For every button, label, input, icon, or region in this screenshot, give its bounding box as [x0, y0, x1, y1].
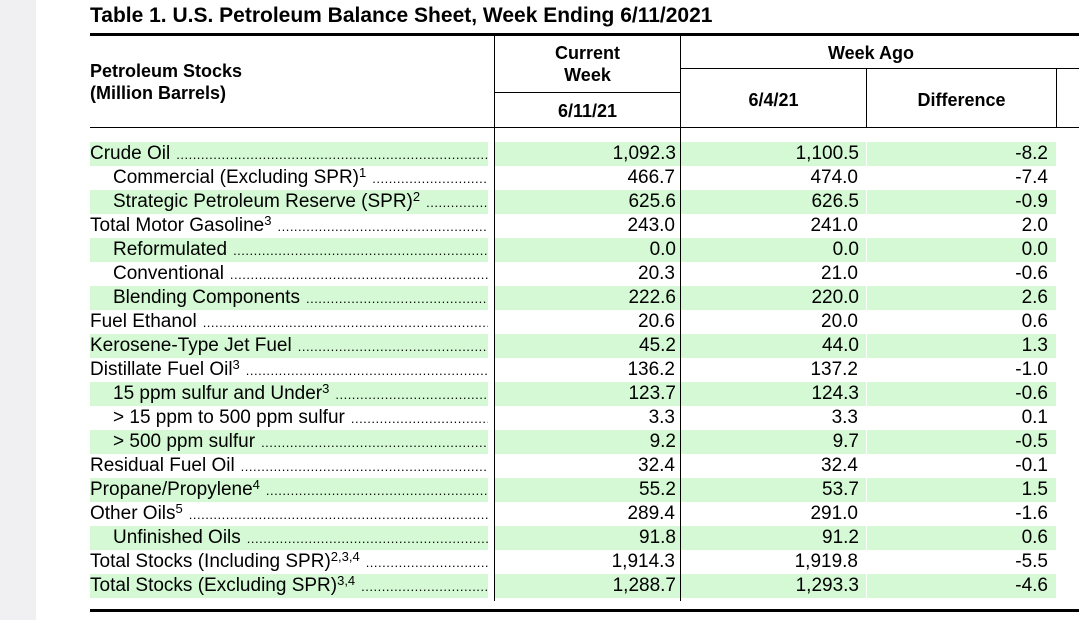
difference-value: -4.6 [867, 574, 1056, 598]
table-row [90, 262, 1079, 286]
row-label-cell [90, 166, 494, 190]
row-label-cell [90, 238, 488, 262]
row-label-cell [90, 382, 488, 406]
row-label-cell [90, 142, 488, 166]
current-week-value: 466.7 [627, 167, 675, 188]
row-label: Commercial (Excluding SPR) [113, 167, 360, 188]
difference-value: 0.0 [867, 238, 1056, 262]
footnote-ref: 1 [359, 166, 367, 180]
dot-leader [372, 166, 488, 190]
table-row [90, 358, 1079, 382]
difference-value: 0.6 [1021, 311, 1048, 332]
dot-leader [277, 214, 488, 238]
row-label: Other Oils [90, 503, 176, 524]
current-week-value: 55.2 [495, 478, 680, 502]
table-row [90, 238, 1079, 262]
footnote-ref: 3 [322, 382, 330, 396]
week-ago-value: 474.0 [810, 167, 858, 188]
table-row [90, 214, 1079, 238]
current-week-value: 91.8 [495, 526, 680, 550]
dot-leader [306, 286, 488, 310]
difference-value: -5.5 [1015, 551, 1048, 572]
table-row [90, 574, 1079, 598]
week-ago-value: 137.2 [810, 359, 858, 380]
week-ago-value: 3.3 [831, 407, 858, 428]
row-label: Total Stocks (Including SPR) [90, 551, 331, 572]
row-label: 15 ppm sulfur and Under [113, 383, 323, 404]
footnote-ref: 5 [175, 502, 183, 516]
week-ago-value: 291.0 [810, 503, 858, 524]
week-ago-value: 9.7 [681, 430, 866, 454]
table-row [90, 286, 1079, 310]
current-week-value: 243.0 [627, 215, 675, 236]
footnote-ref: 2 [412, 190, 421, 204]
table-row [90, 382, 1079, 406]
dot-leader [366, 550, 488, 574]
difference-value: 0.6 [867, 526, 1056, 550]
current-week-value: 1,914.3 [611, 551, 675, 572]
left-gutter [0, 0, 36, 620]
row-label: Conventional [113, 263, 224, 284]
difference-value: -8.2 [867, 142, 1056, 166]
table-row [90, 502, 1079, 526]
row-label-cell [90, 550, 494, 574]
table-row [90, 310, 1079, 334]
week-ago-value: 1,100.5 [681, 142, 866, 166]
current-week-value: 3.3 [648, 407, 675, 428]
table-row [90, 550, 1079, 574]
week-ago-rule [681, 68, 1079, 69]
current-week-value: 289.4 [627, 503, 675, 524]
row-label: Distillate Fuel Oil [90, 359, 233, 380]
difference-value: 1.3 [867, 334, 1056, 358]
row-label: Propane/Propylene [90, 479, 253, 500]
week-ago-value: 21.0 [821, 263, 858, 284]
week-ago-value: 1,919.8 [794, 551, 858, 572]
difference-value: -7.4 [1015, 167, 1048, 188]
table-row [90, 430, 1079, 454]
week-ago-value: 124.3 [681, 382, 866, 406]
row-label: > 15 ppm to 500 ppm sulfur [113, 407, 345, 428]
dot-leader [247, 526, 488, 550]
footnote-ref: 3 [232, 358, 240, 372]
current-week-value: 20.3 [638, 263, 675, 284]
row-label-cell [90, 262, 494, 286]
difference-value: -0.1 [1015, 455, 1048, 476]
row-label: Kerosene-Type Jet Fuel [90, 335, 292, 356]
row-label: Unfinished Oils [113, 527, 241, 548]
row-label-cell [90, 502, 494, 526]
dot-leader [298, 334, 488, 358]
row-label: Blending Components [113, 287, 300, 308]
dot-leader [361, 574, 488, 598]
week-ago-header: Week Ago [827, 43, 915, 63]
table-row [90, 166, 1079, 190]
current-week-value: 32.4 [638, 455, 675, 476]
top-rule [90, 33, 1079, 36]
difference-value: 0.1 [1021, 407, 1048, 428]
row-label-cell [90, 526, 488, 550]
row-label: Residual Fuel Oil [90, 455, 235, 476]
current-week-value: 222.6 [495, 286, 680, 310]
dot-leader [351, 406, 488, 430]
row-label-cell [90, 310, 494, 334]
row-label: Total Motor Gasoline [90, 215, 265, 236]
dot-leader [335, 382, 488, 406]
row-label: > 500 ppm sulfur [113, 431, 256, 452]
row-label: Crude Oil [90, 143, 171, 164]
row-label-cell [90, 406, 494, 430]
current-week-value: 1,288.7 [495, 574, 680, 598]
current-week-rule [495, 92, 681, 93]
row-label-cell [90, 358, 494, 382]
difference-value: 1.5 [867, 478, 1056, 502]
row-label-cell [90, 214, 494, 238]
table-row [90, 478, 1079, 502]
current-week-value: 20.6 [638, 311, 675, 332]
table-row [90, 406, 1079, 430]
dot-leader [176, 142, 488, 166]
difference-value: -1.0 [1015, 359, 1048, 380]
difference-header: Difference [917, 90, 1006, 110]
week-ago-value: 44.0 [681, 334, 866, 358]
row-label-header: Petroleum Stocks (Million Barrels) [90, 61, 243, 103]
table-title: Table 1. U.S. Petroleum Balance Sheet, Week Ending 6/11/2021 [90, 4, 713, 27]
week-ago-value: 91.2 [681, 526, 866, 550]
current-week-value: 136.2 [627, 359, 675, 380]
row-label-cell [90, 286, 488, 310]
week-ago-value: 0.0 [681, 238, 866, 262]
row-label: Fuel Ethanol [90, 311, 197, 332]
current-week-value: 1,092.3 [495, 142, 680, 166]
row-label-cell [90, 478, 488, 502]
col-divider-difference [1056, 69, 1057, 128]
dot-leader [203, 310, 488, 334]
dot-leader [241, 454, 488, 478]
difference-value: 2.6 [867, 286, 1056, 310]
footnote-ref: 3,4 [337, 574, 356, 588]
row-label-cell [90, 430, 488, 454]
header-bottom-rule [90, 127, 1079, 128]
dot-leader [261, 430, 488, 454]
table-row [90, 334, 1079, 358]
dot-leader [426, 190, 488, 214]
current-week-header: Current Week [554, 43, 620, 85]
row-label-cell [90, 454, 494, 478]
week-ago-value: 220.0 [681, 286, 866, 310]
difference-value: -1.6 [1015, 503, 1048, 524]
week-ago-value: 241.0 [810, 215, 858, 236]
difference-value: -0.6 [1015, 263, 1048, 284]
week-ago-date: 6/4/21 [748, 90, 799, 110]
week-ago-value: 626.5 [681, 190, 866, 214]
difference-value: -0.9 [867, 190, 1056, 214]
footnote-ref: 2,3,4 [330, 550, 360, 564]
dot-leader [246, 358, 488, 382]
difference-value: 2.0 [1021, 215, 1048, 236]
current-week-date: 6/11/21 [557, 101, 618, 121]
dot-leader [189, 502, 488, 526]
row-label: Reformulated [113, 239, 228, 260]
table-row [90, 142, 1079, 166]
current-week-value: 45.2 [495, 334, 680, 358]
footnote-ref: 3 [264, 214, 272, 228]
week-ago-value: 1,293.3 [681, 574, 866, 598]
current-week-value: 0.0 [495, 238, 680, 262]
current-week-value: 9.2 [495, 430, 680, 454]
week-ago-value: 53.7 [681, 478, 866, 502]
week-ago-value: 32.4 [821, 455, 858, 476]
week-ago-value: 20.0 [821, 311, 858, 332]
bottom-rule [90, 609, 1079, 612]
current-week-value: 625.6 [495, 190, 680, 214]
dot-leader [230, 262, 488, 286]
footnote-ref: 4 [252, 478, 260, 492]
table-row [90, 190, 1079, 214]
dot-leader [233, 238, 488, 262]
table-row [90, 454, 1079, 478]
row-label-cell [90, 334, 488, 358]
current-week-value: 123.7 [495, 382, 680, 406]
row-label-cell [90, 574, 488, 598]
difference-value: -0.5 [867, 430, 1056, 454]
row-label: Strategic Petroleum Reserve (SPR) [113, 191, 413, 212]
difference-value: -0.6 [867, 382, 1056, 406]
dot-leader [266, 478, 488, 502]
table-row [90, 526, 1079, 550]
row-label-cell [90, 190, 488, 214]
row-label: Total Stocks (Excluding SPR) [90, 575, 338, 596]
